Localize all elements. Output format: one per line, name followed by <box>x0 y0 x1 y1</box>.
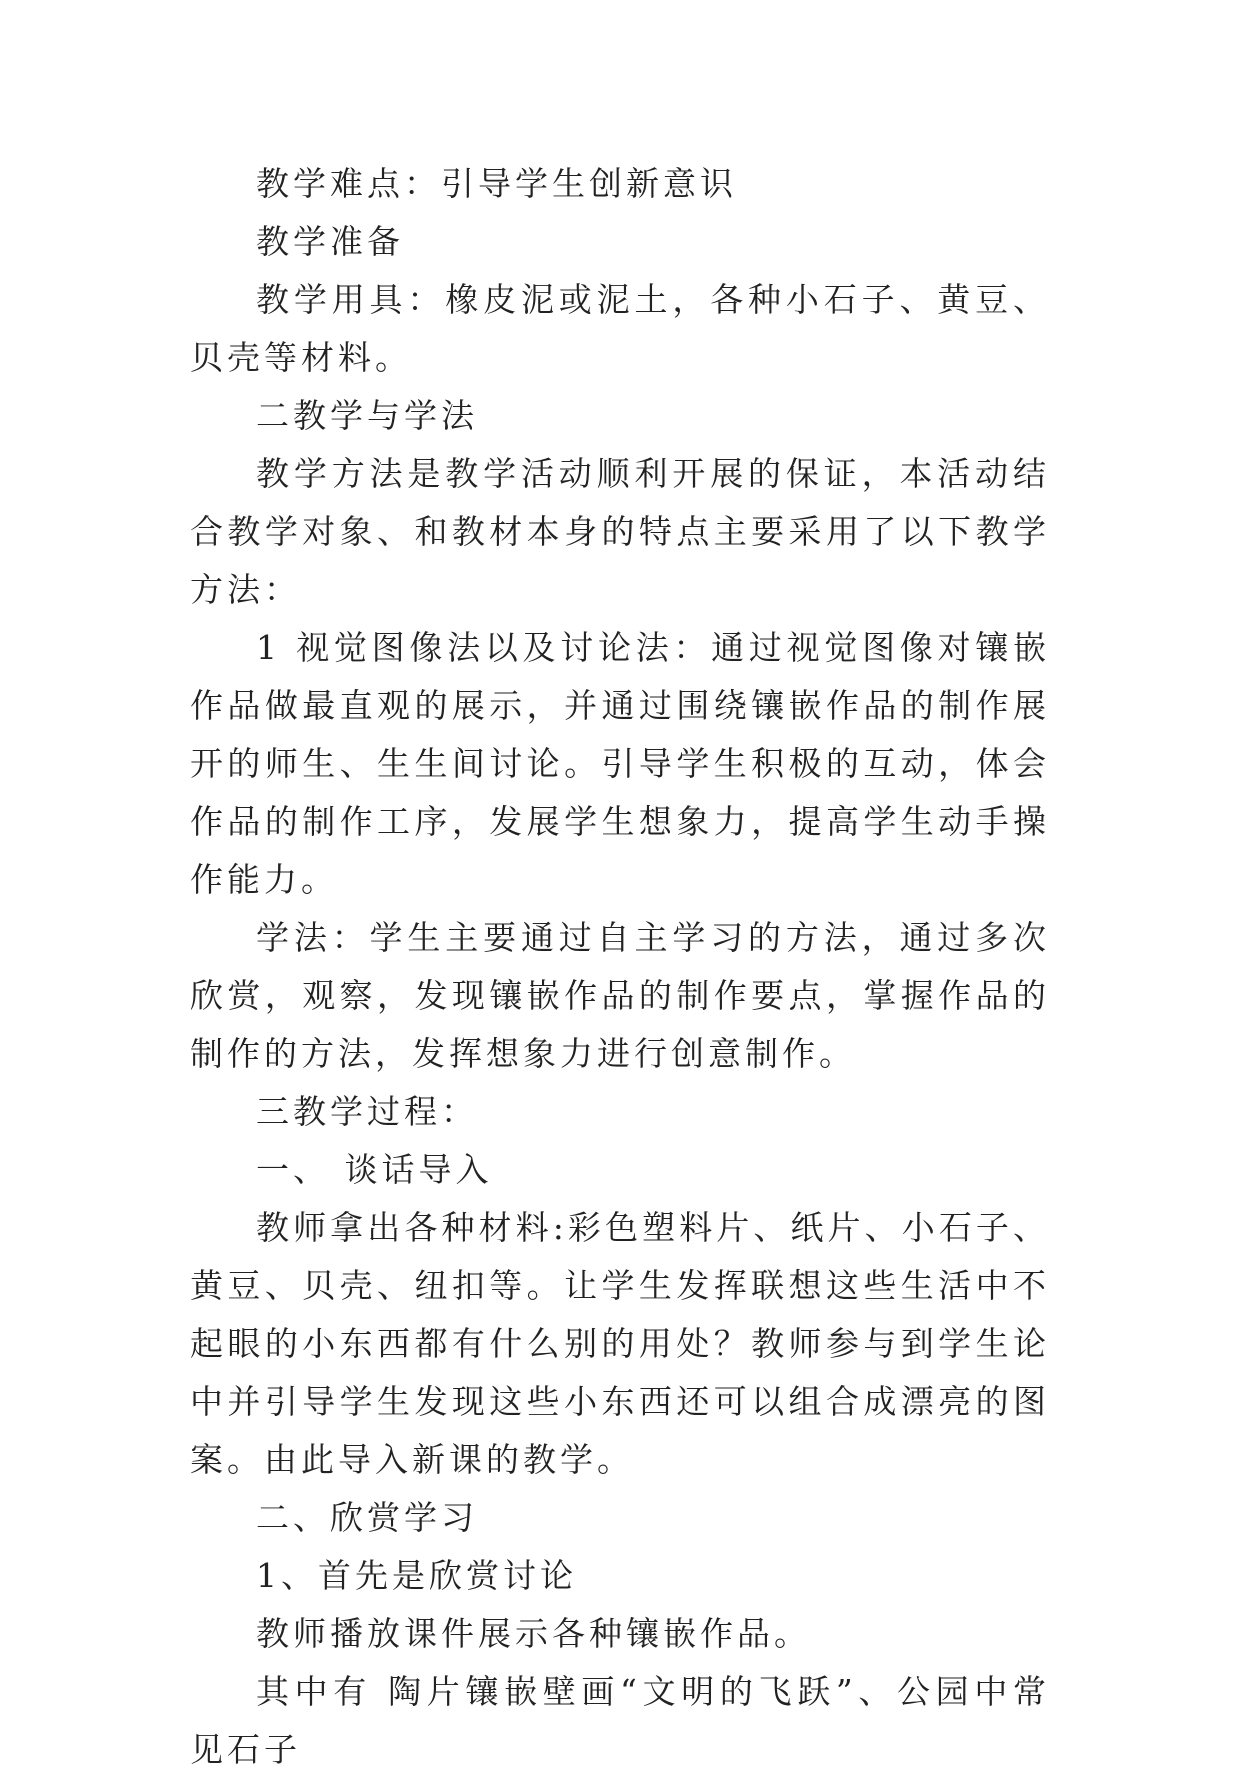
heading-teaching-process: 三教学过程： <box>256 1092 478 1131</box>
paragraph-teaching-difficulty: 教学难点：引导学生创新意识 <box>256 164 737 203</box>
heading-conversation-intro: 一、 谈话导入 <box>256 1150 493 1189</box>
document-body <box>190 155 1050 1779</box>
paragraph-teaching-preparation: 教学准备 <box>256 222 404 261</box>
heading-teaching-and-learning-methods: 二教学与学法 <box>256 396 478 435</box>
paragraph-materials-intro: 教师拿出各种材料:彩色塑料片、纸片、小石子、黄豆、贝壳、纽扣等。让学生发挥联想这些生活中不起眼的小东西都有什么别的用处？教师参与到学生论中并引导学生发现这些小东西还可以组合成漂亮的图案。由此导入新课的教学。 <box>190 1208 1050 1479</box>
paragraph-teaching-tools: 教学用具：橡皮泥或泥土，各种小石子、黄豆、贝壳等材料。 <box>190 280 1050 377</box>
paragraph-learning-method: 学法：学生主要通过自主学习的方法，通过多次欣赏，观察，发现镶嵌作品的制作要点，掌握作品的制作的方法，发挥想象力进行创意制作。 <box>190 918 1050 1073</box>
paragraph-mosaic-examples: 其中有 陶片镶嵌壁画“文明的飞跃”、公园中常见石子 <box>190 1672 1050 1769</box>
paragraph-courseware-display: 教师播放课件展示各种镶嵌作品。 <box>256 1614 811 1653</box>
heading-appreciation-study: 二、欣赏学习 <box>256 1498 478 1537</box>
paragraph-visual-image-method: 1 视觉图像法以及讨论法：通过视觉图像对镶嵌作品做最直观的展示，并通过围绕镶嵌作品的制作展开的师生、生生间讨论。引导学生积极的互动，体会作品的制作工序，发展学生想象力，提高学生动手操作能力。 <box>190 628 1050 899</box>
paragraph-teaching-methods: 教学方法是教学活动顺利开展的保证，本活动结合教学对象、和教材本身的特点主要采用了以下教学方法： <box>190 454 1050 609</box>
heading-appreciation-discussion: 1、首先是欣赏讨论 <box>256 1556 577 1595</box>
